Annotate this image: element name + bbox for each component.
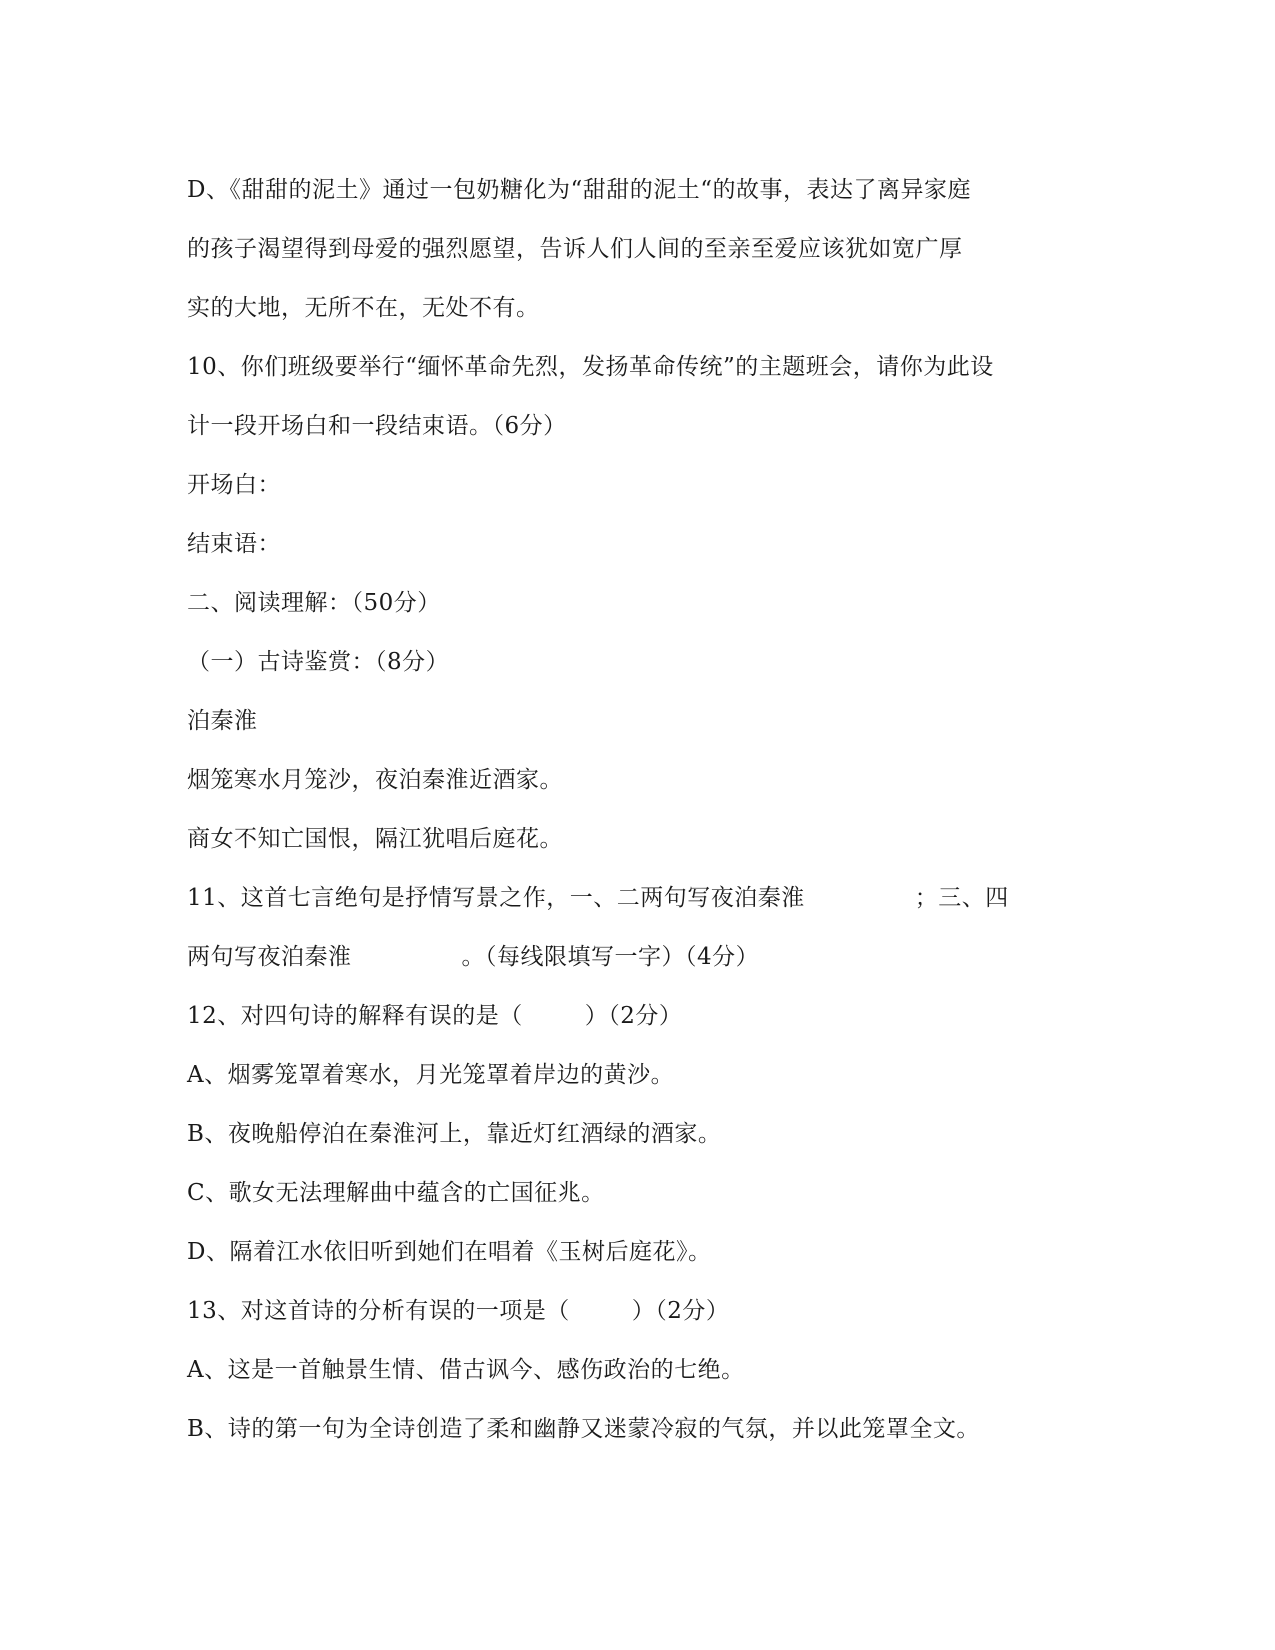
question-12-text-b: ）（2分） [584,1003,683,1029]
subsection-1-heading: （一）古诗鉴赏：（8分） [187,649,450,675]
poem-line-1: 烟笼寒水月笼沙，夜泊秦淮近酒家。 [187,767,563,793]
question-12-option-c: C、歌女无法理解曲中蕴含的亡国征兆。 [187,1180,605,1206]
question-13-option-a: A、这是一首触景生情、借古讽今、感伤政治的七绝。 [187,1357,745,1383]
closing-remarks-label: 结束语： [187,531,281,557]
question-12-option-b: B、夜晚船停泊在秦淮河上，靠近灯红酒绿的酒家。 [187,1121,722,1147]
question-12-option-a: A、烟雾笼罩着寒水，月光笼罩着岸边的黄沙。 [187,1062,675,1088]
question-13-text-a: 13、对这首诗的分析有误的一项是（ [187,1298,570,1324]
question-11-text-d: 。（每线限填写一字）（4分） [461,944,760,970]
question-11-line-1 [187,883,1009,913]
poem-title: 泊秦淮 [187,708,258,734]
option-d-line-1: D、《甜甜的泥土》通过一包奶糖化为“甜甜的泥土“的故事，表达了离异家庭 [187,177,971,203]
section-2-heading: 二、阅读理解：（50分） [187,590,441,616]
option-d-line-2: 的孩子渴望得到母爱的强烈愿望，告诉人们人间的至亲至爱应该犹如宽广厚 [187,236,963,262]
question-13-option-b: B、诗的第一句为全诗创造了柔和幽静又迷蒙冷寂的气氛，并以此笼罩全文。 [187,1416,980,1442]
question-12-stem [187,1001,682,1031]
question-13-stem [187,1296,729,1326]
option-d-line-3: 实的大地，无所不在，无处不有。 [187,295,540,321]
question-11-line-2 [187,942,759,972]
question-12-option-d: D、隔着江水依旧听到她们在唱着《玉树后庭花》。 [187,1239,712,1265]
question-11-text-b: ；三、四 [914,885,1009,911]
opening-remarks-label: 开场白： [187,472,281,498]
question-13-text-b: ）（2分） [631,1298,730,1324]
poem-line-2: 商女不知亡国恨，隔江犹唱后庭花。 [187,826,563,852]
question-10-line-2: 计一段开场白和一段结束语。（6分） [187,413,567,439]
question-12-text-a: 12、对四句诗的解释有误的是（ [187,1003,523,1029]
question-10-line-1: 10、你们班级要举行“缅怀革命先烈，发扬革命传统”的主题班会，请你为此设 [187,354,994,380]
question-11-text-a: 11、这首七言绝句是抒情写景之作，一、二两句写夜泊秦淮 [187,885,805,911]
question-11-text-c: 两句写夜泊秦淮 [187,944,352,970]
